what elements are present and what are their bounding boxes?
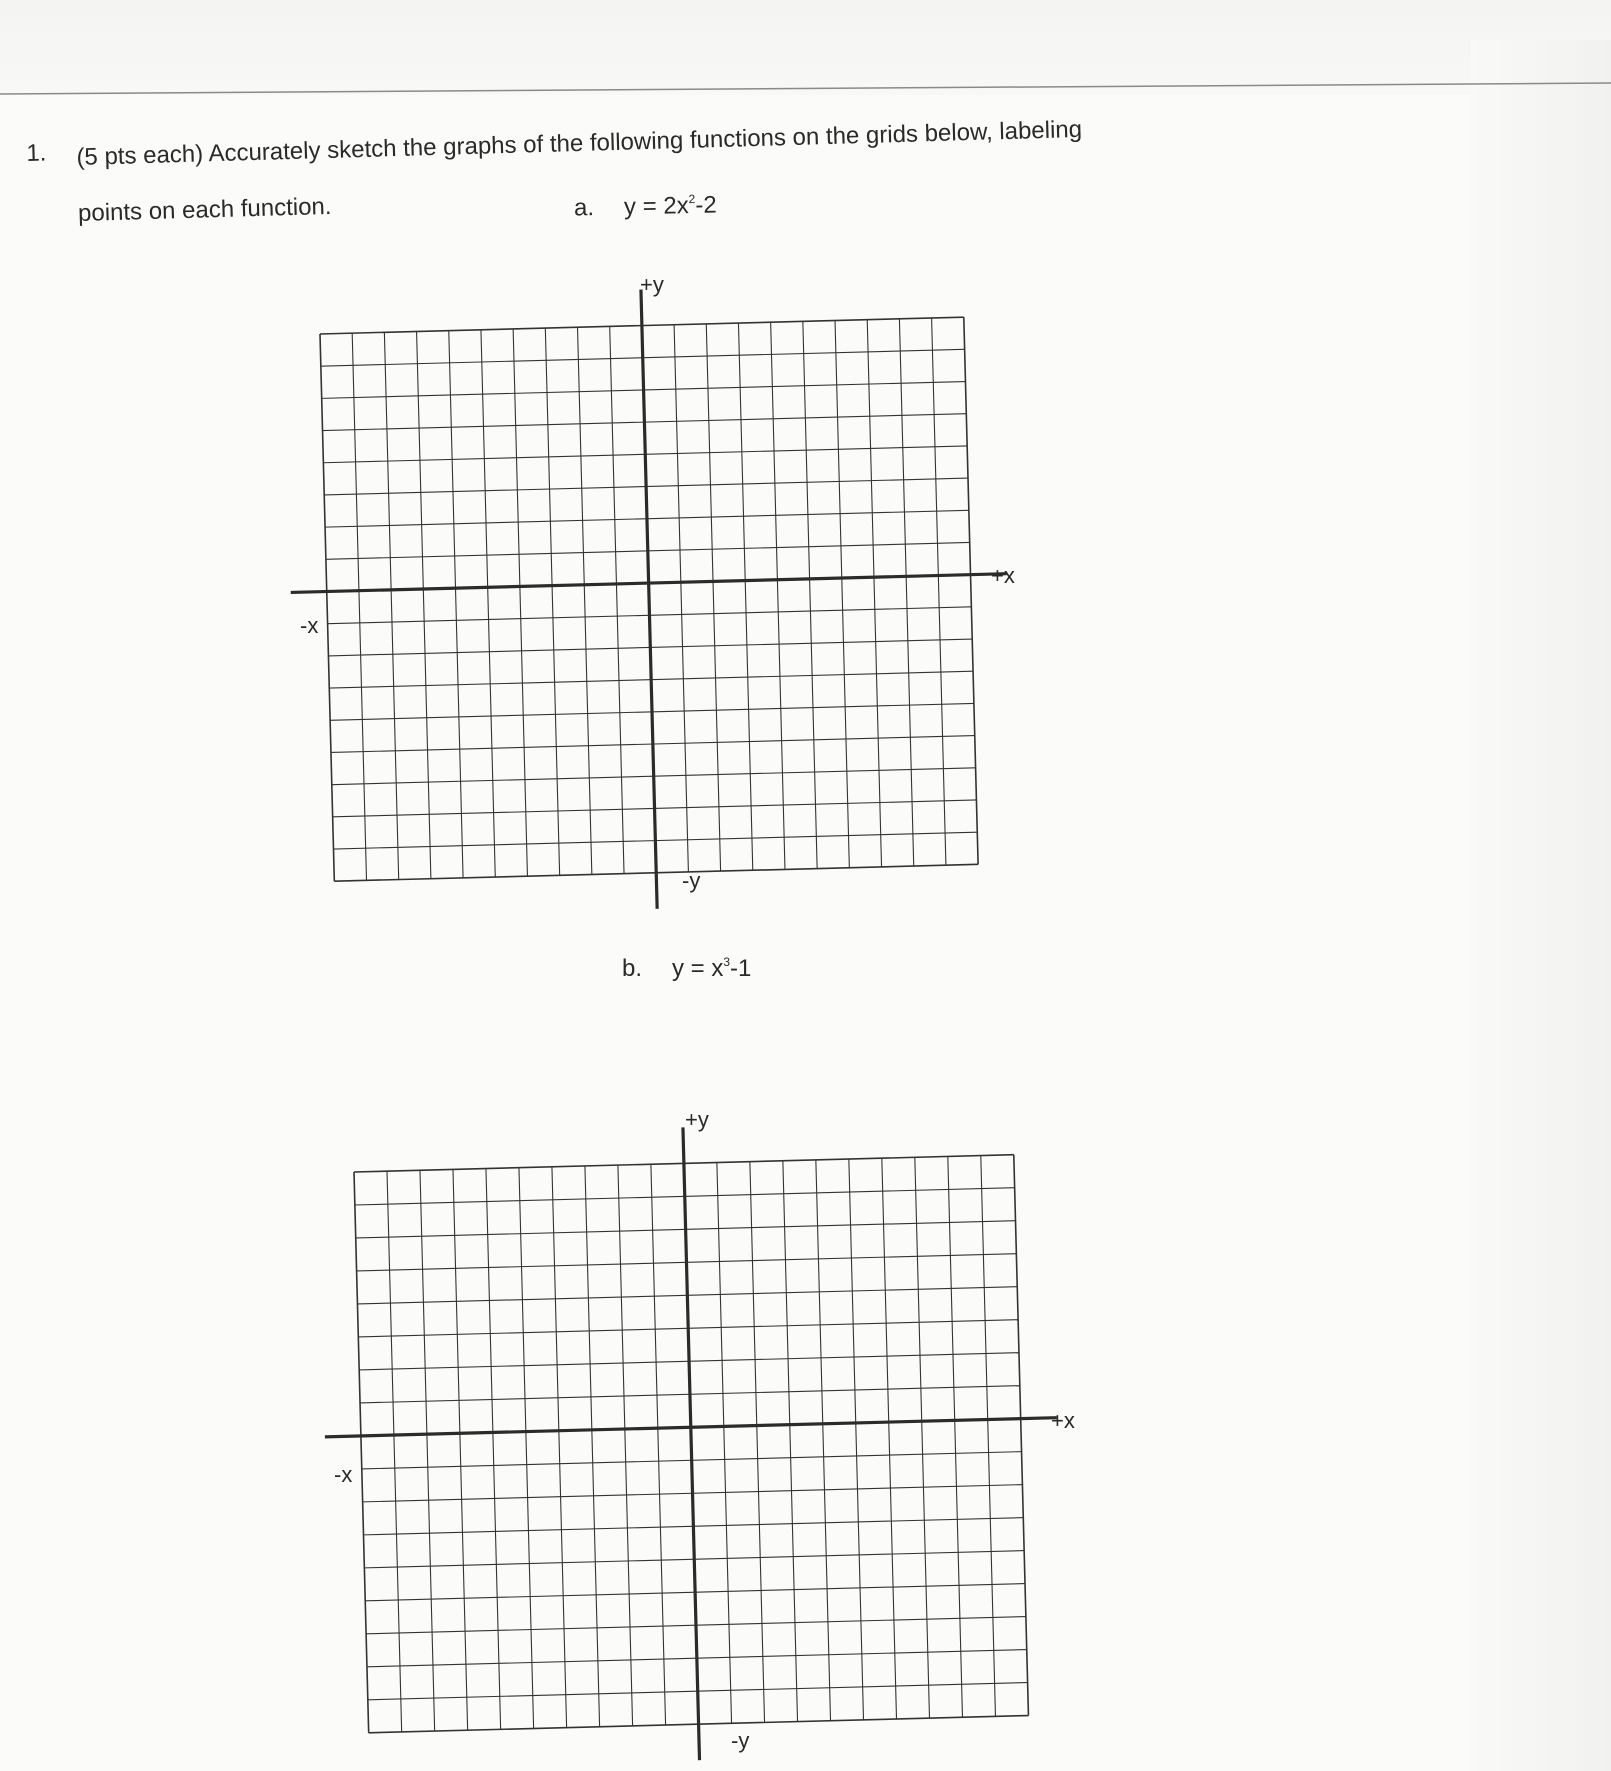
- grid-b-vline: [552, 1167, 567, 1728]
- grid-a-neg-x-label: -x: [300, 613, 319, 638]
- grid-b-vline: [453, 1169, 468, 1730]
- grid-a-vline: [481, 330, 495, 877]
- question-line-1: (5 pts each) Accurately sketch the graphs of the following functions on the grids below, labeling: [76, 115, 1083, 171]
- grid-a-neg-y-label: -y: [682, 868, 701, 893]
- grid-a-vline: [417, 331, 431, 878]
- grid-a-pos-y-label: +y: [640, 272, 664, 297]
- grid-b-vline: [1014, 1155, 1029, 1716]
- graph-grid-b[interactable]: [317, 1118, 1065, 1770]
- grid-b-pos-y-label: +y: [685, 1107, 709, 1132]
- part-b-exponent: 3: [723, 955, 731, 969]
- part-b-equation-base: y = x: [672, 955, 724, 982]
- grid-a-vline: [545, 328, 559, 875]
- grid-a-vline: [706, 324, 720, 871]
- question-number: 1.: [26, 139, 47, 167]
- grid-b-vline: [387, 1171, 402, 1732]
- grid-b-neg-x-label: -x: [334, 1462, 353, 1487]
- grid-a-vline: [610, 326, 624, 873]
- grid-a-vline: [320, 334, 334, 881]
- grid-b-vline: [585, 1166, 600, 1727]
- question-line-2: points on each function.: [77, 192, 332, 227]
- grid-b-neg-y-label: -y: [731, 1728, 750, 1753]
- grid-a-vline: [803, 321, 817, 868]
- grid-b-vline: [981, 1156, 996, 1717]
- grid-a-vline: [352, 333, 366, 880]
- grid-a-vline: [964, 317, 978, 864]
- grid-b-vline: [420, 1170, 435, 1731]
- part-b-letter: b.: [622, 955, 643, 982]
- grid-a-vline: [835, 321, 849, 868]
- grid-b-pos-x-label: +x: [1051, 1408, 1075, 1433]
- grid-b-vline: [948, 1156, 963, 1717]
- grid-a-vline: [674, 325, 688, 872]
- grid-b-vline: [486, 1169, 501, 1730]
- grid-b-vline: [849, 1159, 864, 1720]
- grid-b-vline: [816, 1160, 831, 1721]
- grid-b-vline: [354, 1172, 369, 1733]
- grid-a-vline: [738, 323, 752, 870]
- grid-a-vline: [449, 331, 463, 878]
- part-a-equation-base: y = 2x: [623, 192, 689, 221]
- grid-a-pos-x-label: +x: [991, 563, 1015, 588]
- grid-b-vline: [783, 1161, 798, 1722]
- grid-a-vline: [899, 319, 913, 866]
- grid-b-y-axis: [683, 1127, 700, 1760]
- grid-b-vline: [651, 1164, 666, 1725]
- grid-a-vline: [384, 332, 398, 879]
- grid-b-vline: [882, 1158, 897, 1719]
- part-a-exponent: 2: [688, 191, 696, 207]
- grid-b-vline: [618, 1165, 633, 1726]
- grid-b-vline: [915, 1157, 930, 1718]
- grid-a-vline: [932, 318, 946, 865]
- part-a-equation-tail: -2: [695, 191, 717, 219]
- part-b-equation-tail: -1: [730, 955, 752, 982]
- part-a-letter: a.: [573, 194, 595, 222]
- grid-a-vline: [578, 327, 592, 874]
- grid-a-vline: [867, 320, 881, 867]
- grid-b-vline: [750, 1162, 765, 1723]
- grid-a-vline: [771, 322, 785, 869]
- grid-b-vline: [717, 1162, 732, 1723]
- grid-a-y-axis: [641, 290, 657, 909]
- grid-b-vline: [519, 1168, 534, 1729]
- graph-grid-a[interactable]: [283, 280, 1015, 918]
- grid-a-vline: [513, 329, 527, 876]
